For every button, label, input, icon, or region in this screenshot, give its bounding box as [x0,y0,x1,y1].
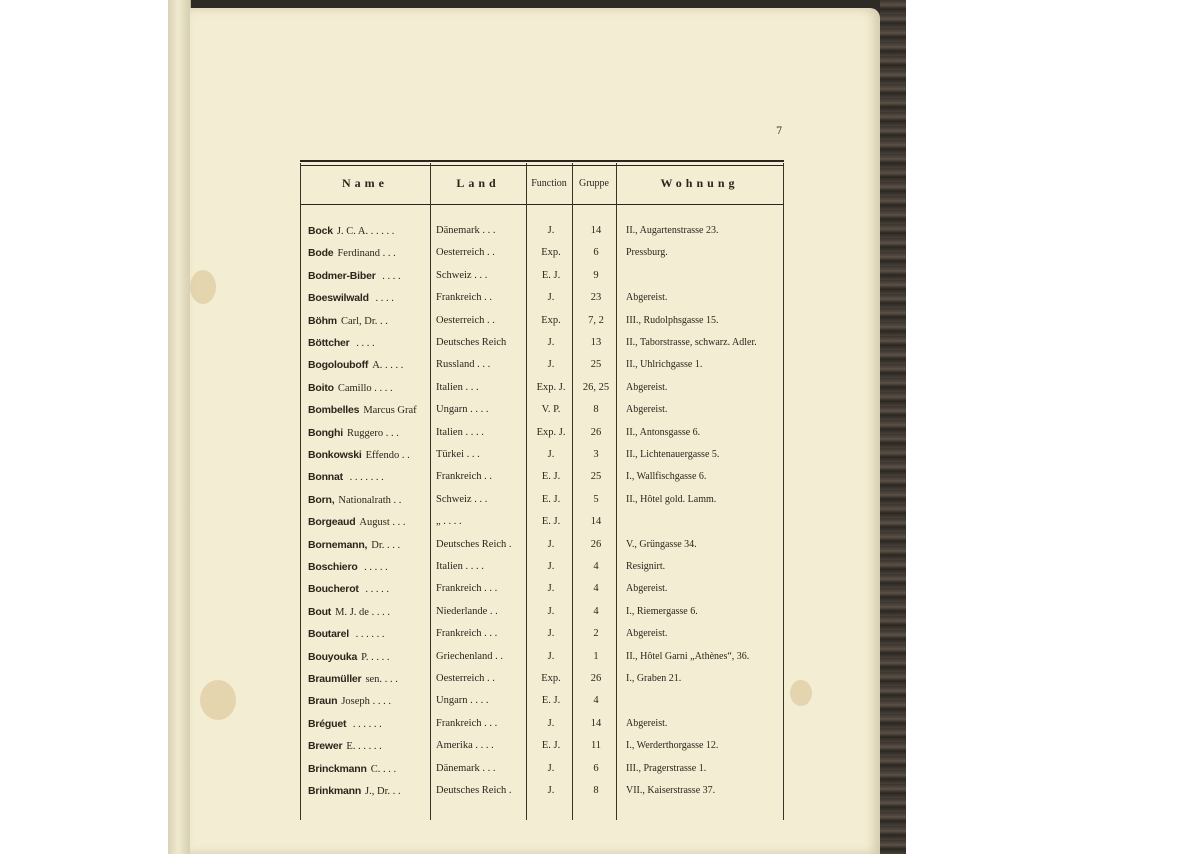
name-cell [308,511,432,533]
wohnung-cell: II., Hôtel Garni „Athènes“, 36. [626,650,750,662]
name-cell [308,466,432,488]
header-wohnung: Wohnung [660,176,739,190]
function-cell: Exp. J. [536,381,566,393]
page-number: 7 [776,126,783,137]
land-cell: Frankreich . . . [436,628,498,640]
leader-dots: . . . [383,427,399,439]
name-cell [308,265,432,287]
function-cell: E. J. [541,516,561,528]
leader-dots: . . . . [371,382,393,394]
surname: Boito [308,381,334,394]
function-cell: Exp. [541,673,561,684]
wohnung-cell: Abgereist. [626,292,668,304]
table-row [300,377,784,399]
book-cover-edge [880,0,906,854]
gruppe-cell: 6 [593,762,599,774]
table-row [300,534,784,556]
table-row [300,646,784,668]
land-cell: Schweiz . . . [436,269,488,281]
leader-dots: . . [399,450,410,461]
surname: Braun [308,695,338,708]
given-name: sen. [365,674,383,685]
surname: Bornemann, [308,538,368,551]
name-cell [308,713,432,735]
wohnung-cell [626,265,784,287]
wohnung-cell: Abgereist. [626,381,668,393]
function-cell: J. [547,605,555,617]
given-name: August [359,517,390,529]
land-cell: Oesterreich . . [436,673,495,684]
given-name: Carl, Dr. [340,315,378,327]
gruppe-cell: 8 [593,785,599,796]
name-cell [308,444,432,466]
name-cell [308,242,432,264]
land-cell: Oesterreich . . [436,314,495,326]
name-cell [308,310,432,332]
surname: Boucherot [308,583,359,596]
page-sheet [190,8,880,854]
land-cell: Russland . . . [436,359,491,371]
land-cell: Türkei . . . [436,449,480,460]
header-land: Land [456,176,500,190]
surname: Boschiero [308,561,358,573]
wohnung-cell: Abgereist. [626,583,668,595]
leader-dots: . . . [382,674,398,685]
leader-dots: . . . [380,248,396,260]
name-cell [308,220,432,242]
leader-dots: . . . [389,517,406,529]
gruppe-cell: 25 [590,471,602,483]
gruppe-cell: 26 [590,538,602,550]
gruppe-cell: 26 [590,426,602,438]
gruppe-cell: 4 [593,561,599,572]
name-cell [308,534,432,556]
given-name: Joseph [341,696,370,708]
gruppe-cell: 14 [590,225,602,236]
name-cell [308,735,432,757]
gruppe-cell: 7, 2 [588,314,604,326]
wohnung-cell: Pressburg. [626,247,668,259]
given-name: A. [372,360,383,372]
gruppe-cell: 14 [590,717,602,729]
given-name: Effendo [365,450,400,461]
land-cell: Ungarn . . . . [436,404,489,416]
land-cell: „ . . . . [436,516,462,528]
wohnung-cell: II., Taborstrasse, schwarz. Adler. [626,337,757,348]
land-cell: Frankreich . . [436,292,492,304]
paper-stain [200,680,236,720]
wohnung-cell: Abgereist. [626,628,668,640]
function-cell: J. [547,225,555,236]
surname: Böttcher [308,337,350,349]
given-name: Marcus Graf [363,405,417,417]
function-cell: J. [547,359,555,371]
gruppe-cell: 2 [593,628,599,640]
land-cell: Frankreich . . [436,471,492,483]
wohnung-cell: I., Graben 21. [626,673,682,684]
leader-dots: . . . . . . [350,718,382,730]
wohnung-cell: II., Augartenstrasse 23. [626,225,719,236]
leader-dots: . . [390,786,401,797]
land-cell: Italien . . . . [436,561,484,572]
surname: Bout [308,605,332,618]
land-cell: Amerika . . . . [436,740,494,752]
leader-dots: . . . . . . [353,629,385,641]
land-cell: Griechenland . . [436,650,504,662]
name-cell [308,377,432,399]
table-row [300,220,784,242]
paper-stain [790,680,812,706]
leader-dots: . . . . [382,360,404,372]
name-cell [308,758,432,780]
leader-dots: . . . . . [368,226,395,237]
gruppe-cell: 23 [590,292,602,304]
leader-dots: . . . . . . . [346,472,384,484]
surname: Brinckmann [308,762,367,775]
land-cell: Schweiz . . . [436,493,488,505]
name-cell [308,399,432,421]
surname: Boeswilwald [308,292,369,305]
surname: Borgeaud [308,516,356,529]
leader-dots: . . . [384,539,401,551]
land-cell: Italien . . . [436,381,479,393]
surname: Born, [308,493,335,506]
function-cell: J. [547,449,555,460]
gruppe-cell: 1 [593,650,599,662]
wohnung-cell: Abgereist. [626,404,668,416]
wohnung-cell: Resignirt. [626,561,666,572]
name-cell [308,623,432,645]
surname: Bock [308,225,333,237]
given-name: Nationalrath [338,494,391,506]
wohnung-cell: Abgereist. [626,717,668,729]
table-row [300,735,784,757]
leader-dots: . . . . . [355,741,382,753]
leader-dots: . . . [380,763,397,775]
scanned-book-page [168,0,906,854]
surname: Boutarel [308,628,349,641]
function-cell: E. J. [541,269,561,281]
surname: Brinkmann [308,785,362,797]
given-name: Ferdinand [337,248,381,260]
name-cell [308,601,432,623]
table-row [300,310,784,332]
table-row [300,556,784,578]
function-cell: E. J. [541,740,561,752]
given-name: Ruggero [346,427,384,439]
table-row [300,444,784,466]
header-rule [300,204,784,205]
wohnung-cell [626,690,784,712]
name-cell [308,489,432,511]
wohnung-cell [626,511,784,533]
header-function: Function [531,178,567,189]
surname: Bonnat [308,471,343,484]
leader-dots: . . [390,494,402,506]
gruppe-cell: 25 [590,359,602,371]
name-cell [308,646,432,668]
wohnung-cell: VII., Kaiserstrasse 37. [626,785,716,796]
name-cell [308,780,432,802]
land-cell: Niederlande . . [436,605,498,617]
gruppe-cell: 5 [593,493,599,505]
surname: Bouyouka [308,650,358,663]
table-row [300,668,784,690]
table-row [300,466,784,488]
wohnung-cell: I., Wallfischgasse 6. [626,471,707,483]
leader-dots: . . . . . [361,562,388,573]
header-name: Name [342,176,388,190]
given-name: M. J. de [335,606,369,618]
gruppe-cell: 14 [590,516,602,528]
header-gruppe: Gruppe [579,178,609,189]
wohnung-cell: II., Lichtenauergasse 5. [626,449,720,460]
gruppe-cell: 13 [590,337,602,348]
land-cell: Deutsches Reich . [436,538,512,550]
table-row [300,265,784,287]
gruppe-cell: 8 [593,404,599,416]
function-cell: Exp. [541,247,561,259]
name-cell [308,422,432,444]
function-cell: V. P. [541,404,561,416]
function-cell: J. [547,628,555,640]
table-row [300,242,784,264]
gruppe-cell: 4 [593,695,599,707]
surname: Bréguet [308,717,347,730]
land-cell: Frankreich . . . [436,717,498,729]
given-name: J., Dr. [365,786,391,797]
surname: Böhm [308,314,337,327]
surname: Bogolouboff [308,359,369,372]
table-row [300,489,784,511]
land-cell: Dänemark . . . [436,225,496,236]
land-cell: Oesterreich . . [436,247,495,259]
leader-dots: . . [377,315,388,327]
given-name: J. C. A. [336,226,369,237]
function-cell: Exp. [541,314,561,326]
given-name: Camillo [337,382,372,394]
participants-table [300,160,784,820]
wohnung-cell: II., Hôtel gold. Lamm. [626,493,717,505]
leader-dots: . . . . [369,696,391,708]
name-cell [308,578,432,600]
given-name: E. [346,741,356,753]
table-row [300,623,784,645]
land-cell: Italien . . . . [436,426,484,438]
gruppe-cell: 11 [590,740,602,752]
surname: Braumüller [308,673,362,685]
function-cell: J. [547,762,555,774]
name-cell [308,354,432,376]
wohnung-cell: I., Werderthorgasse 12. [626,740,719,752]
function-cell: J. [547,561,555,572]
gruppe-cell: 6 [593,247,599,259]
leader-dots: . . . . [368,651,390,663]
function-cell: Exp. J. [536,426,566,438]
function-cell: E. J. [541,493,561,505]
table-row [300,354,784,376]
paper-stain [190,270,216,304]
wohnung-cell: III., Rudolphsgasse 15. [626,314,719,326]
table-row [300,399,784,421]
name-cell [308,668,432,690]
function-cell: J. [547,337,555,348]
leader-dots: . . . . [379,270,401,282]
table-row [300,713,784,735]
function-cell: J. [547,650,555,662]
function-cell: J. [547,538,555,550]
surname: Brewer [308,740,343,753]
function-cell: J. [547,292,555,304]
surname: Bodmer-Biber [308,269,376,282]
function-cell: J. [547,583,555,595]
function-cell: J. [547,785,555,796]
table-row [300,422,784,444]
wohnung-cell: II., Uhlrichgasse 1. [626,359,703,371]
gruppe-cell: 26, 25 [582,381,610,393]
table-row [300,332,784,354]
gruppe-cell: 26 [590,673,602,684]
gruppe-cell: 4 [593,583,599,595]
leader-dots: . . . . [353,338,375,349]
wohnung-cell: III., Pragerstrasse 1. [626,762,707,774]
name-cell [308,287,432,309]
leader-dots: . . . . . [362,584,389,596]
book-spine [168,0,191,854]
name-cell [308,690,432,712]
land-cell: Frankreich . . . [436,583,498,595]
given-name: P. [361,651,369,663]
leader-dots: . . . . [372,293,394,305]
land-cell: Dänemark . . . [436,762,496,774]
wohnung-cell: I., Riemergasse 6. [626,605,698,617]
gruppe-cell: 9 [593,269,599,281]
function-cell: E. J. [541,695,561,707]
leader-dots: . . . . [368,606,390,618]
given-name: Dr. [371,539,385,551]
land-cell: Deutsches Reich . [436,785,512,796]
table-row [300,758,784,780]
surname: Bombelles [308,404,360,417]
table-row [300,578,784,600]
table-row [300,287,784,309]
function-cell: E. J. [541,471,561,483]
gruppe-cell: 3 [593,449,599,460]
table-row [300,690,784,712]
land-cell: Deutsches Reich [436,337,507,348]
surname: Bode [308,247,334,260]
table-row [300,601,784,623]
gruppe-cell: 4 [593,605,599,617]
function-cell: J. [547,717,555,729]
table-row [300,780,784,802]
name-cell [308,556,432,578]
name-cell [308,332,432,354]
surname: Bonkowski [308,449,362,461]
given-name: C. [370,763,381,775]
wohnung-cell: II., Antonsgasse 6. [626,426,701,438]
table-row [300,511,784,533]
land-cell: Ungarn . . . . [436,695,489,707]
wohnung-cell: V., Grüngasse 34. [626,538,697,550]
surname: Bonghi [308,426,343,439]
